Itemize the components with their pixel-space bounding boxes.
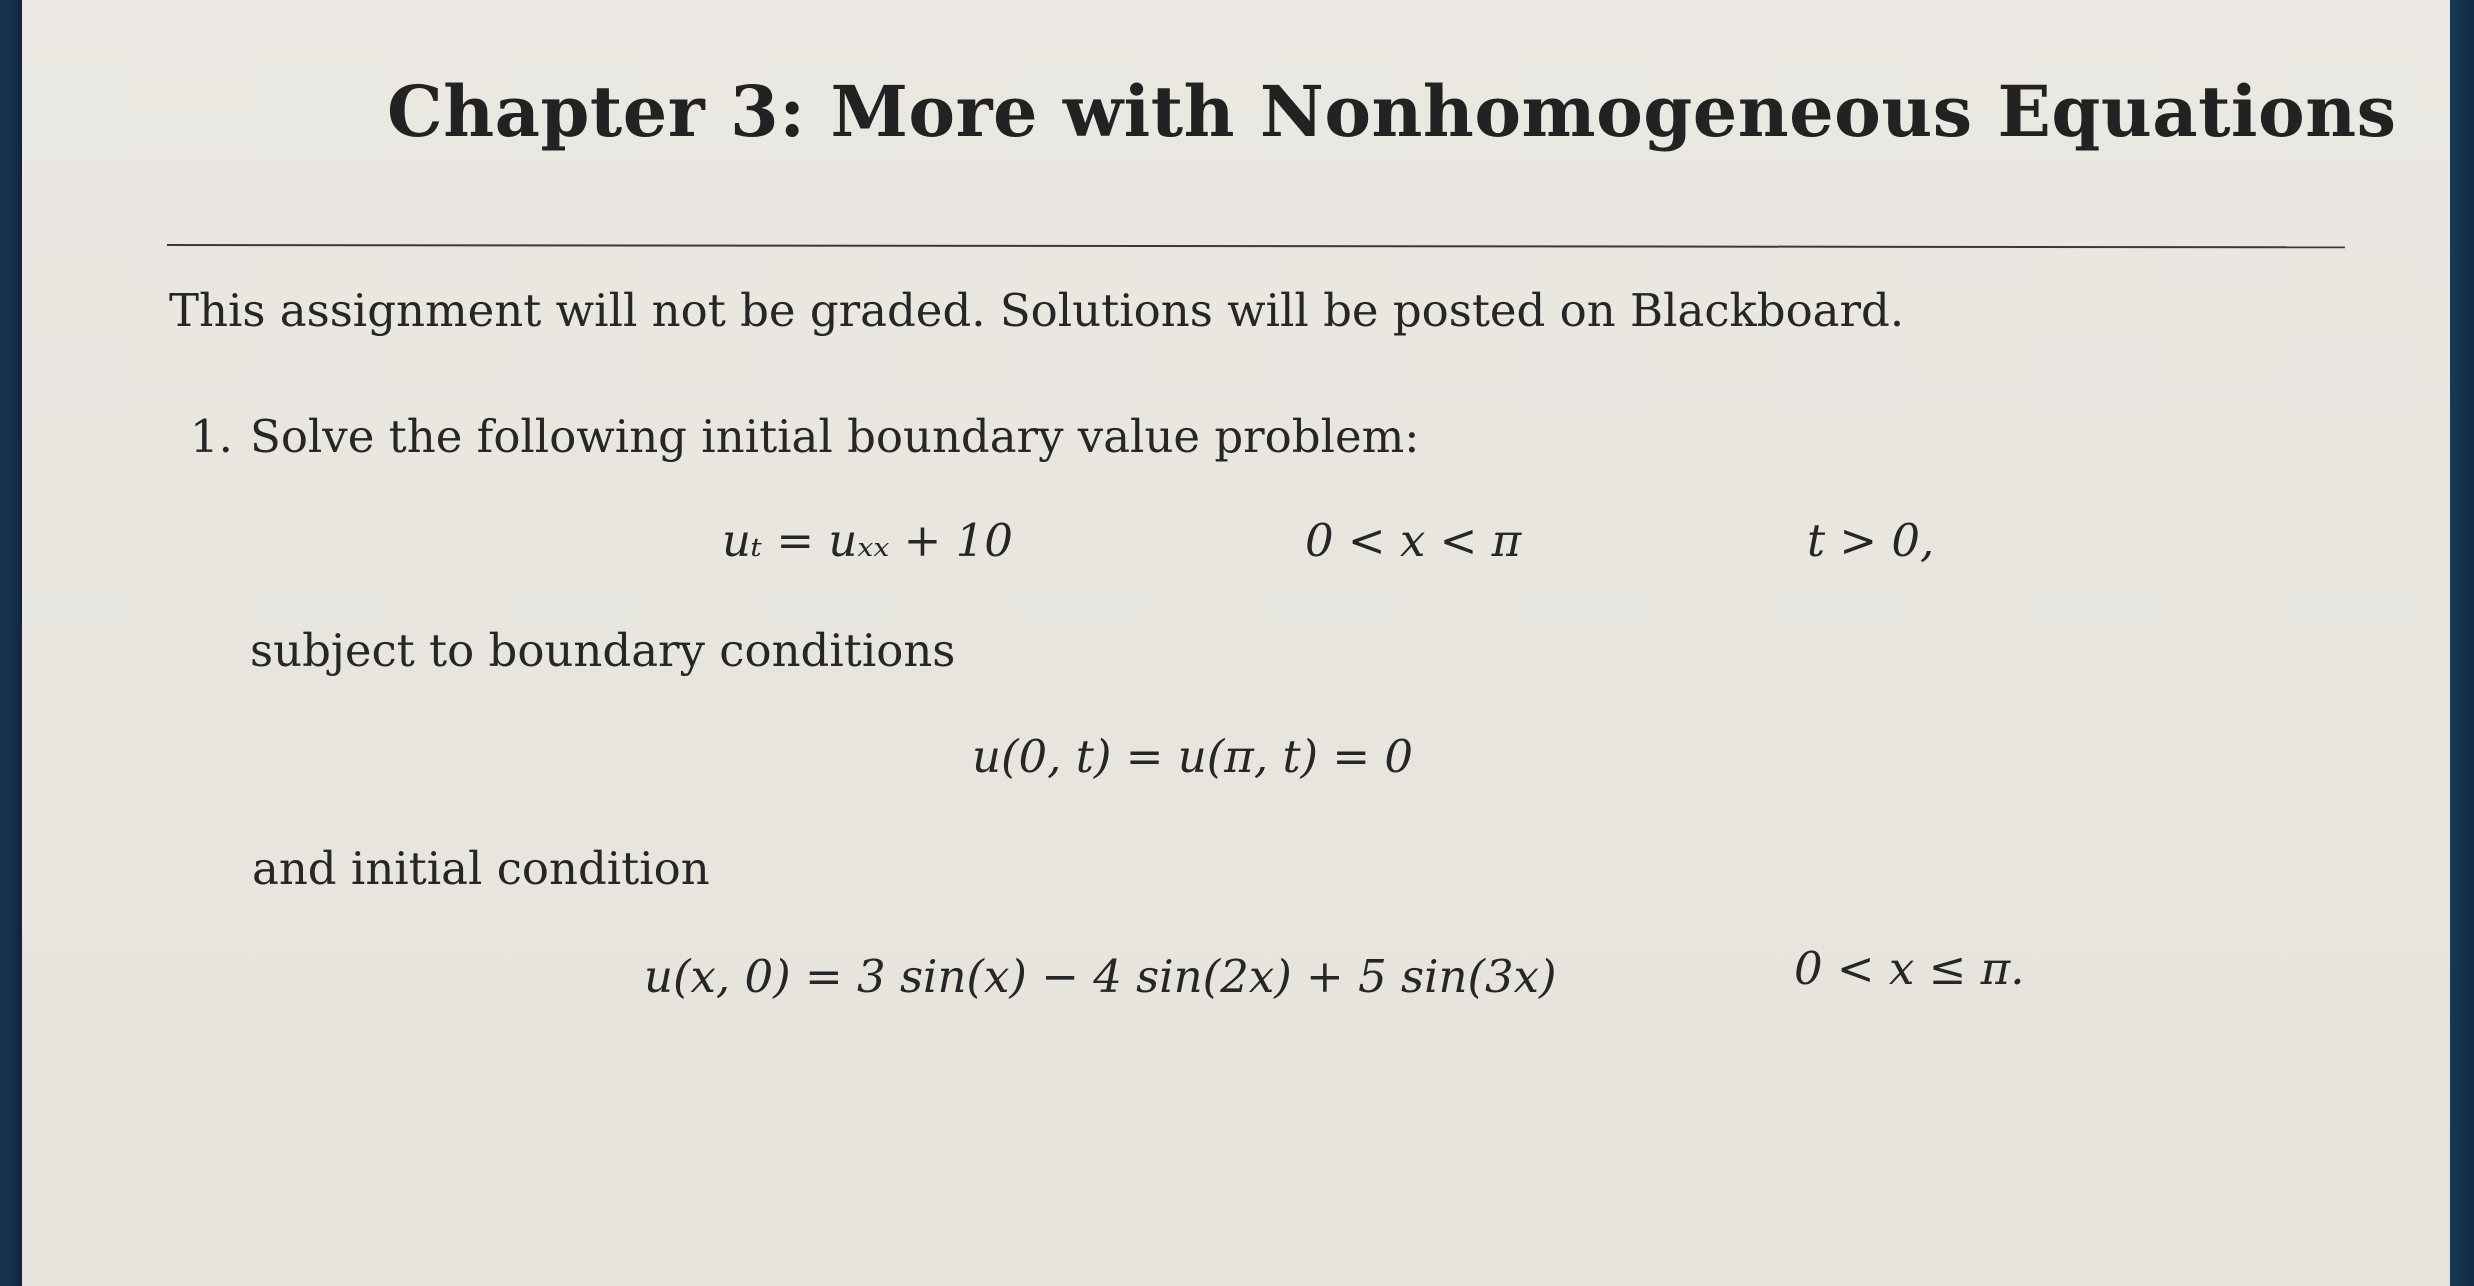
- background-edge: [2450, 0, 2474, 1286]
- intro-text: This assignment will not be graded. Solutions will be posted on Blackboard.: [169, 284, 1905, 337]
- title-divider: [167, 244, 2345, 248]
- pde-equation: uₜ = uₓₓ + 10: [722, 514, 1013, 567]
- ic-domain: 0 < x ≤ π.: [1794, 942, 2025, 995]
- ic-intro: and initial condition: [252, 842, 710, 895]
- page-title: Chapter 3: More with Nonhomogeneous Equations: [387, 70, 2397, 153]
- pde-domain-x: 0 < x < π: [1305, 514, 1522, 567]
- boundary-conditions: u(0, t) = u(π, t) = 0: [972, 730, 1414, 783]
- initial-condition: u(x, 0) = 3 sin(x) − 4 sin(2x) + 5 sin(3x): [644, 950, 1557, 1003]
- problem-number: 1.: [190, 410, 233, 463]
- bc-intro: subject to boundary conditions: [250, 624, 956, 677]
- problem-prompt: Solve the following initial boundary value problem:: [250, 410, 1420, 463]
- pde-domain-t: t > 0,: [1807, 514, 1935, 567]
- paper-sheet: [22, 0, 2474, 1286]
